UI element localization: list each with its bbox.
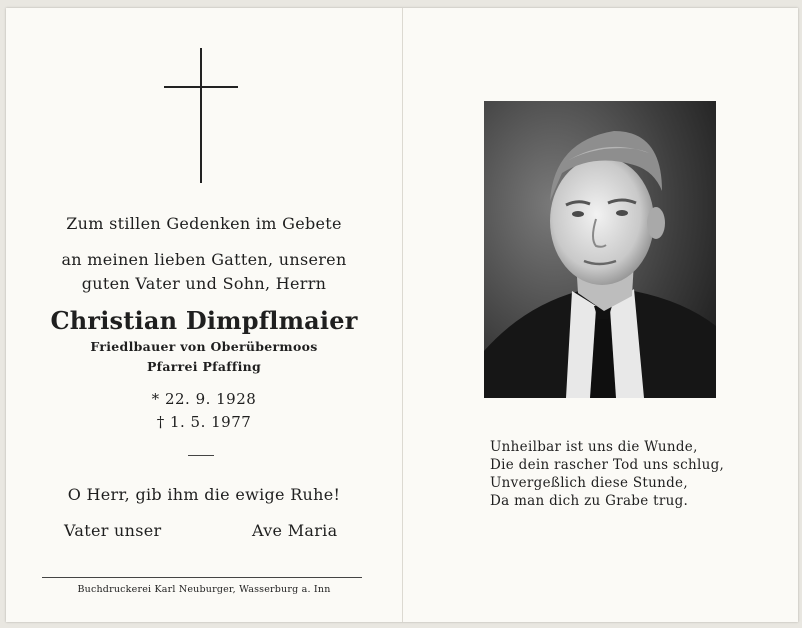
dedication-line-1: Zum stillen Gedenken im Gebete bbox=[66, 214, 342, 233]
footer-rule bbox=[42, 577, 362, 578]
verse-line-2: Die dein rascher Tod uns schlug, bbox=[490, 457, 725, 473]
occupation: Friedlbauer von Oberübermoos bbox=[90, 339, 318, 354]
verse-line-3: Unvergeßlich diese Stunde, bbox=[490, 475, 688, 491]
verse-line-4: Da man dich zu Grabe trug. bbox=[490, 493, 689, 509]
death-date: † 1. 5. 1977 bbox=[156, 413, 252, 431]
deceased-name: Christian Dimpflmaier bbox=[50, 306, 358, 335]
right-panel bbox=[403, 8, 798, 622]
dedication-line-3: guten Vater und Sohn, Herrn bbox=[81, 274, 327, 293]
dedication-line-2: an meinen lieben Gatten, unseren bbox=[61, 250, 347, 269]
divider bbox=[188, 455, 214, 456]
parish: Pfarrei Pfaffing bbox=[146, 359, 262, 374]
prayer-ave-maria: Ave Maria bbox=[252, 521, 338, 540]
printer-credit: Buchdruckerei Karl Neuburger, Wasserburg a. Inn bbox=[77, 584, 331, 595]
birth-date: * 22. 9. 1928 bbox=[151, 390, 257, 408]
prayer-vater-unser: Vater unser bbox=[64, 521, 162, 540]
prayer-line: O Herr, gib ihm die ewige Ruhe! bbox=[67, 485, 341, 504]
portrait-photo bbox=[484, 101, 716, 398]
verse-line-1: Unheilbar ist uns die Wunde, bbox=[490, 439, 698, 455]
left-panel bbox=[6, 8, 402, 622]
